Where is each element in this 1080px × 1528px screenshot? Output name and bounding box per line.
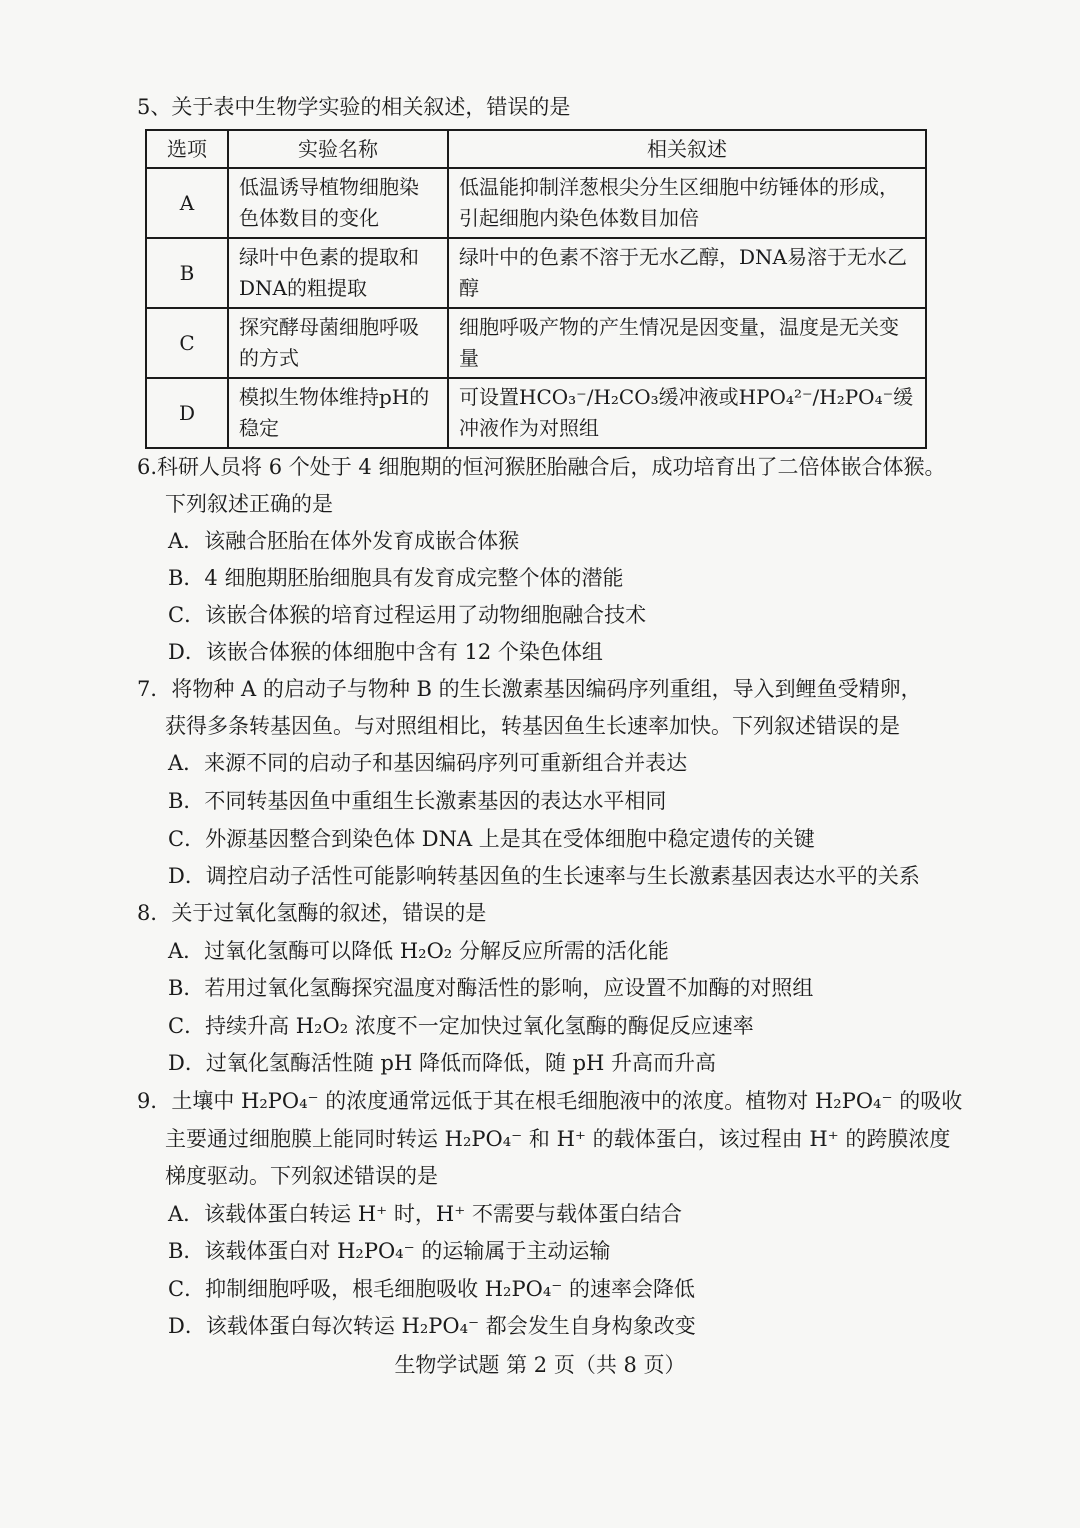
row-description: 低温能抑制洋葱根尖分生区细胞中纺锤体的形成，引起细胞内染色体数目加倍 <box>448 168 926 238</box>
q6-stem-line1: 6.科研人员将 6 个处于 4 细胞期的恒河猴胚胎融合后，成功培育出了二倍体嵌合体猴。 <box>137 455 946 479</box>
q6-option-a: A．该融合胚胎在体外发育成嵌合体猴 <box>168 529 520 553</box>
table-row <box>146 238 926 308</box>
row-key: D <box>146 378 228 448</box>
table-row <box>146 378 926 448</box>
header-option: 选项 <box>146 130 228 168</box>
row-key: A <box>146 168 228 238</box>
q6-option-c: C．该嵌合体猴的培育过程运用了动物细胞融合技术 <box>168 603 647 627</box>
table-row <box>146 308 926 378</box>
row-key: B <box>146 238 228 308</box>
q7-stem-line1: 7．将物种 A 的启动子与物种 B 的生长激素基因编码序列重组，导入到鲤鱼受精卵， <box>137 677 922 701</box>
q7-option-d: D．调控启动子活性可能影响转基因鱼的生长速率与生长激素基因表达水平的关系 <box>168 864 920 888</box>
q7-option-b: B．不同转基因鱼中重组生长激素基因的表达水平相同 <box>168 789 667 813</box>
row-experiment-name: 探究酵母菌细胞呼吸的方式 <box>228 308 448 378</box>
q9-stem-line1: 9．土壤中 H₂PO₄⁻ 的浓度通常远低于其在根毛细胞液中的浓度。植物对 H₂PO₄⁻ 的吸收 <box>137 1089 963 1113</box>
row-description: 细胞呼吸产物的产生情况是因变量，温度是无关变量 <box>448 308 926 378</box>
row-experiment-name: 低温诱导植物细胞染色体数目的变化 <box>228 168 448 238</box>
q7-option-c: C．外源基因整合到染色体 DNA 上是其在受体细胞中稳定遗传的关键 <box>168 827 815 851</box>
q8-option-c: C．持续升高 H₂O₂ 浓度不一定加快过氧化氢酶的酶促反应速率 <box>168 1014 754 1038</box>
q9-stem-line2: 主要通过细胞膜上能同时转运 H₂PO₄⁻ 和 H⁺ 的载体蛋白，该过程由 H⁺ 的跨膜浓度 <box>165 1127 951 1151</box>
q9-option-d: D．该载体蛋白每次转运 H₂PO₄⁻ 都会发生自身构象改变 <box>168 1314 696 1338</box>
row-description: 可设置HCO₃⁻/H₂CO₃缓冲液或HPO₄²⁻/H₂PO₄⁻缓冲液作为对照组 <box>448 378 926 448</box>
row-experiment-name: 模拟生物体维持pH的稳定 <box>228 378 448 448</box>
q8-option-b: B．若用过氧化氢酶探究温度对酶活性的影响，应设置不加酶的对照组 <box>168 976 814 1000</box>
q6-option-b: B．4 细胞期胚胎细胞具有发育成完整个体的潜能 <box>168 566 624 590</box>
q8-stem: 8．关于过氧化氢酶的叙述，错误的是 <box>137 901 487 925</box>
q7-stem-line2: 获得多条转基因鱼。与对照组相比，转基因鱼生长速率加快。下列叙述错误的是 <box>165 714 900 738</box>
q8-option-a: A．过氧化氢酶可以降低 H₂O₂ 分解反应所需的活化能 <box>168 939 669 963</box>
q7-option-a: A．来源不同的启动子和基因编码序列可重新组合并表达 <box>168 751 688 775</box>
q5-stem: 5、关于表中生物学实验的相关叙述，错误的是 <box>137 95 571 119</box>
q9-stem-line3: 梯度驱动。下列叙述错误的是 <box>165 1164 438 1188</box>
row-description: 绿叶中的色素不溶于无水乙醇，DNA易溶于无水乙醇 <box>448 238 926 308</box>
row-experiment-name: 绿叶中色素的提取和DNA的粗提取 <box>228 238 448 308</box>
experiment-table <box>145 129 927 449</box>
q6-stem-line2: 下列叙述正确的是 <box>165 492 333 516</box>
q9-option-b: B．该载体蛋白对 H₂PO₄⁻ 的运输属于主动运输 <box>168 1239 611 1263</box>
header-experiment-name: 实验名称 <box>228 130 448 168</box>
q6-option-d: D．该嵌合体猴的体细胞中含有 12 个染色体组 <box>168 640 603 664</box>
table-header-row <box>146 130 926 168</box>
header-description: 相关叙述 <box>448 130 926 168</box>
row-key: C <box>146 308 228 378</box>
table-row <box>146 168 926 238</box>
q8-option-d: D．过氧化氢酶活性随 pH 降低而降低，随 pH 升高而升高 <box>168 1051 717 1075</box>
q9-option-a: A．该载体蛋白转运 H⁺ 时，H⁺ 不需要与载体蛋白结合 <box>168 1202 682 1226</box>
page-footer: 生物学试题 第 2 页（共 8 页） <box>394 1353 686 1377</box>
q9-option-c: C．抑制细胞呼吸，根毛细胞吸收 H₂PO₄⁻ 的速率会降低 <box>168 1277 695 1301</box>
